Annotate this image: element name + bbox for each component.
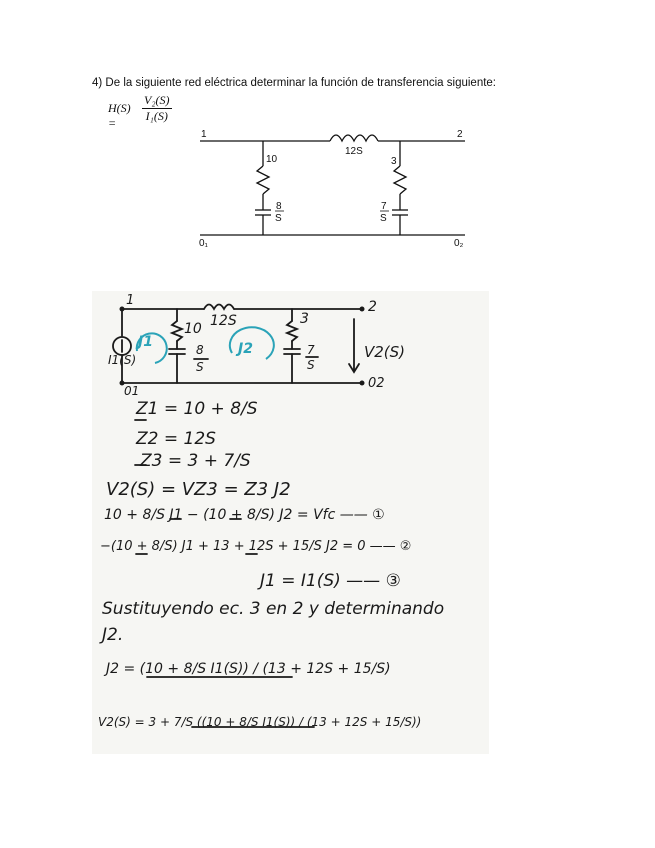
- sketch-node-02: 02: [368, 376, 385, 391]
- sketch-source-label: I1(S): [108, 353, 137, 367]
- inductor-coil: [330, 135, 378, 141]
- eq-mesh-1: 10 + 8/S J1 − (10 + 8/S) J2 = Vfc —— ①: [104, 507, 385, 523]
- eq-z1: Z1 = 10 + 8/S: [136, 399, 258, 419]
- eq-z2: Z2 = 12S: [136, 429, 216, 449]
- left-capacitor-numerator: 8: [276, 201, 282, 212]
- transfer-function-numerator: V₂(S): [144, 93, 170, 107]
- sketch-node-2: 2: [368, 299, 377, 315]
- sketch-left-capacitor-denominator: S: [196, 360, 204, 374]
- problem-section: [0, 0, 655, 270]
- eq-z3: Z3 = 3 + 7/S: [140, 451, 251, 471]
- sketch-node-01: 01: [124, 384, 140, 398]
- sketch-left-resistor-label: 10: [184, 321, 202, 337]
- text-sustituyendo: Sustituyendo ec. 3 en 2 y determinando: [102, 599, 445, 619]
- sketch-loop-j2-label: J2: [238, 341, 253, 357]
- eq-j2-solution: J2 = (10 + 8/S I1(S)) / (13 + 12S + 15/S): [106, 661, 391, 677]
- node-label-1: 1: [201, 129, 207, 140]
- transfer-function-fraction: [142, 93, 172, 124]
- node-label-2: 2: [457, 129, 463, 140]
- sketch-inductor-label: 12S: [210, 313, 237, 329]
- sketch-left-capacitor-numerator: 8: [196, 343, 204, 357]
- eq-v2: V2(S) = VZ3 = Z3 J2: [106, 479, 291, 500]
- text-j2: J2.: [102, 625, 124, 645]
- transfer-function-lhs: H(S) =: [108, 101, 131, 130]
- problem-statement: 4) De la siguiente red eléctrica determinar la función de transferencia siguiente:: [92, 77, 496, 89]
- sketch-loop-j1-label: J1: [138, 334, 153, 350]
- right-resistor: [394, 166, 406, 194]
- transfer-function-denominator: I₁(S): [145, 109, 168, 123]
- sketch-node-1: 1: [126, 293, 135, 308]
- right-resistor-label: 3: [391, 156, 397, 167]
- node-label-02: 0₂: [454, 238, 464, 247]
- handwritten-solution-photo: [92, 291, 489, 754]
- sketch-right-capacitor-numerator: 7: [307, 343, 315, 357]
- sketch-output-label: V2(S): [364, 343, 406, 361]
- left-capacitor-denominator: S: [275, 213, 282, 224]
- right-capacitor-denominator: S: [380, 213, 387, 224]
- eq-mesh-2: −(10 + 8/S) J1 + 13 + 12S + 15/S J2 = 0 —— ②: [100, 539, 412, 554]
- node-label-01: 0₁: [199, 238, 208, 247]
- eq-mesh-3: J1 = I1(S) —— ③: [260, 571, 401, 591]
- eq-v2-solution: V2(S) = 3 + 7/S ((10 + 8/S I1(S)) / (13 + 12S + 15/S)): [98, 715, 422, 729]
- sketch-right-resistor-label: 3: [300, 311, 309, 327]
- sketch-right-capacitor-denominator: S: [307, 358, 315, 372]
- right-capacitor-numerator: 7: [381, 201, 387, 212]
- circuit-diagram: [195, 122, 480, 247]
- left-resistor-label: 10: [266, 154, 278, 165]
- inductor-label: 12S: [345, 146, 363, 157]
- left-resistor: [257, 166, 269, 194]
